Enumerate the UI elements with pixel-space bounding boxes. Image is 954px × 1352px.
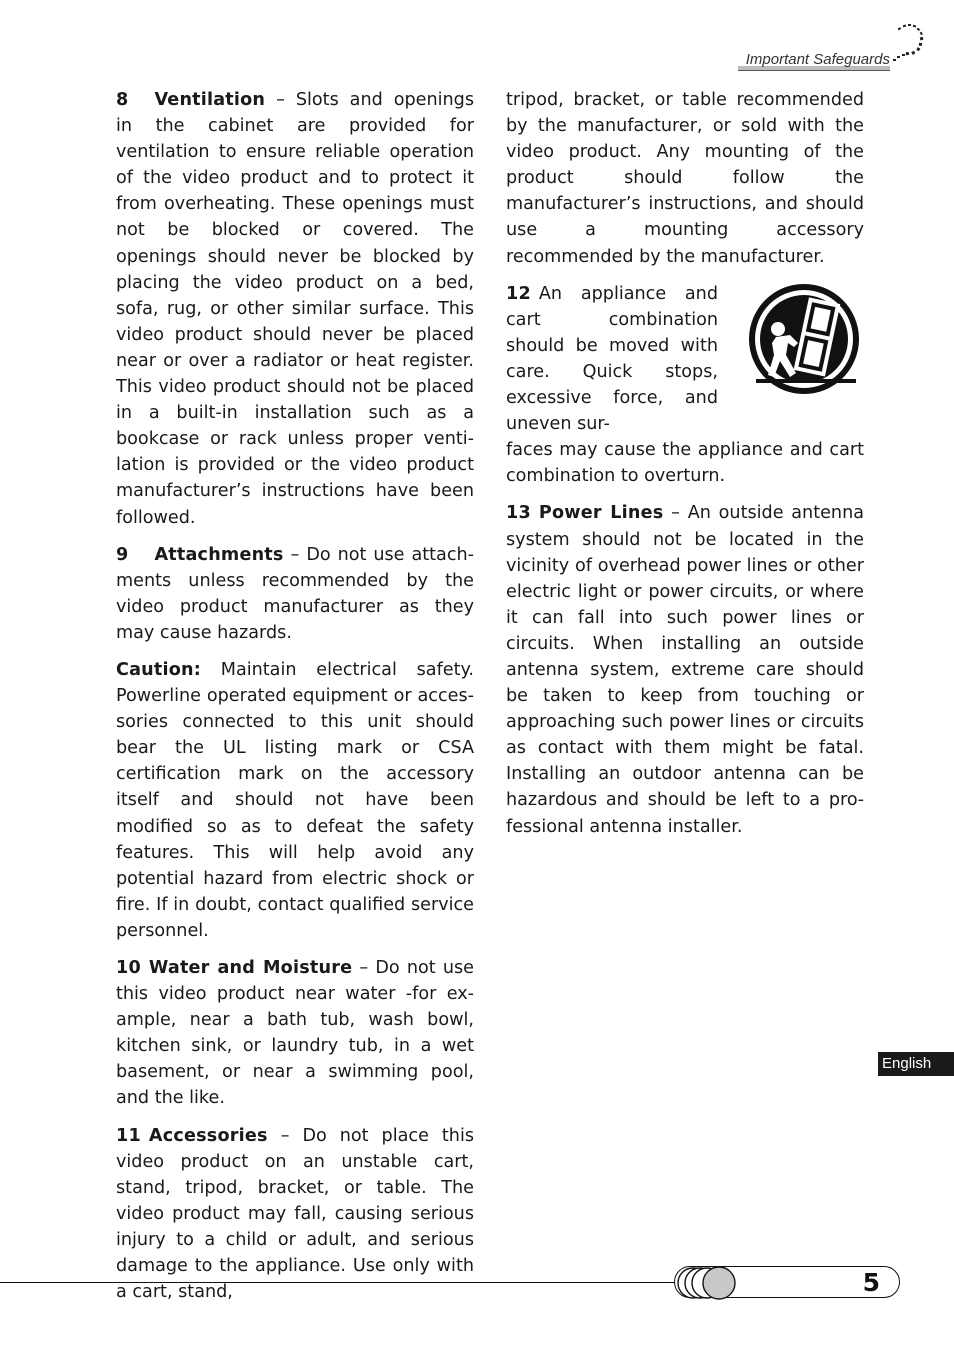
section-title: Power Lines xyxy=(538,503,664,524)
section-body: Do not use attachments unless recommended by the video product manufacturer as they may cause hazards. xyxy=(116,544,474,643)
separator: – xyxy=(352,958,376,978)
section-title: Accessories xyxy=(148,1125,268,1146)
running-header xyxy=(738,50,890,71)
section-body: Slots and openings in the cabinet are provided for ventilation to ensure reliable operation of the video product and to protect it from overheating. These openings must not be blocked or covered. The openings should never be blocked by placing the video product on a bed, sofa, rug, or other similar surface. This video product should never be placed near or over a radiator or heat register. This video product should not be placed in a built-in installation such as a bookcase or rack unless proper ventilation is provided or the video product manufacturer’s instructions have been followed. xyxy=(116,90,475,528)
separator: – xyxy=(265,90,296,110)
section-title: Ventilation xyxy=(154,90,266,110)
section-9-attachments xyxy=(116,542,474,646)
section-12-text-after-image: faces may cause the appliance and cart combination to overturn. xyxy=(506,440,864,487)
section-number: 12 xyxy=(506,283,531,304)
section-number: 8 xyxy=(116,90,129,110)
section-body: Do not use this video product near water -for example, near a bath tub, wash bowl, kitchen sink, or laundry tub, in a wet basement, or near a swimming pool, and the like. xyxy=(116,958,474,1109)
section-body: Do not place this video product on an unstable cart, stand, tripod, bracket, or table. The video product may fall, causing serious injury to a child or adult, and serious damage to the appliance. Use only with a cart, stand, xyxy=(116,1125,474,1303)
running-header-text: Important Safeguards xyxy=(745,51,890,68)
right-column xyxy=(506,87,864,851)
separator: – xyxy=(267,1125,303,1146)
separator: – xyxy=(283,544,307,565)
left-column xyxy=(116,87,474,1316)
section-11-accessories xyxy=(116,1123,474,1306)
section-8-ventilation xyxy=(116,87,474,531)
section-body: An outside antenna system should not be located in the vicinity of overhead power lines or other electric light or power circuits, or where it can fall into such power lines or circuits. When installing an outside antenna system, extreme care should be taken to keep from touching or approaching such power lines or circuits as contact with them might be fatal. Installing an outdoor antenna can be hazardous and should be left to a professional antenna installer. xyxy=(506,503,865,837)
section-title: Attachments xyxy=(154,544,284,565)
dotted-spiral-icon xyxy=(892,18,928,72)
section-13-power-lines xyxy=(506,500,864,839)
decorative-circles-icon xyxy=(676,1266,742,1300)
caution-paragraph xyxy=(116,657,474,944)
section-12-text-beside-image xyxy=(506,281,718,438)
section-body: An appliance and cart combination should be moved with care. Quick stops, excessive force, and uneven sur- xyxy=(506,283,718,435)
section-number: 10 xyxy=(116,958,141,978)
section-11-continuation: tripod, bracket, or table recommended by the manufacturer, or sold with the video product. Any mounting of the product should follow the manufacturer’s instructions, and should use a mounting accessory recommended by the manufacturer. xyxy=(506,90,864,267)
section-number: 13 xyxy=(506,503,531,524)
caution-label: Caution: xyxy=(116,659,201,680)
section-number: 9 xyxy=(116,544,129,565)
cart-tip-over-warning-icon xyxy=(746,281,864,399)
section-body: Maintain electrical safety. Powerline operated equipment or accessories connected to this unit should bear the UL listing mark or CSA certification mark on the accessory itself and should not have been modified so as to defeat the safety features. This will help avoid any potential hazard from electric shock or fire. If in doubt, contact qualified service personnel. xyxy=(116,659,474,941)
language-tab: English xyxy=(878,1052,954,1076)
separator: – xyxy=(663,503,688,524)
section-12-cart xyxy=(506,281,864,490)
footer-rule xyxy=(0,1282,690,1283)
separator xyxy=(201,660,221,680)
section-title: Water and Moisture xyxy=(148,958,353,978)
section-number: 11 xyxy=(116,1125,141,1146)
section-10-water-and-moisture xyxy=(116,955,474,1112)
page-number: 5 xyxy=(862,1268,880,1297)
